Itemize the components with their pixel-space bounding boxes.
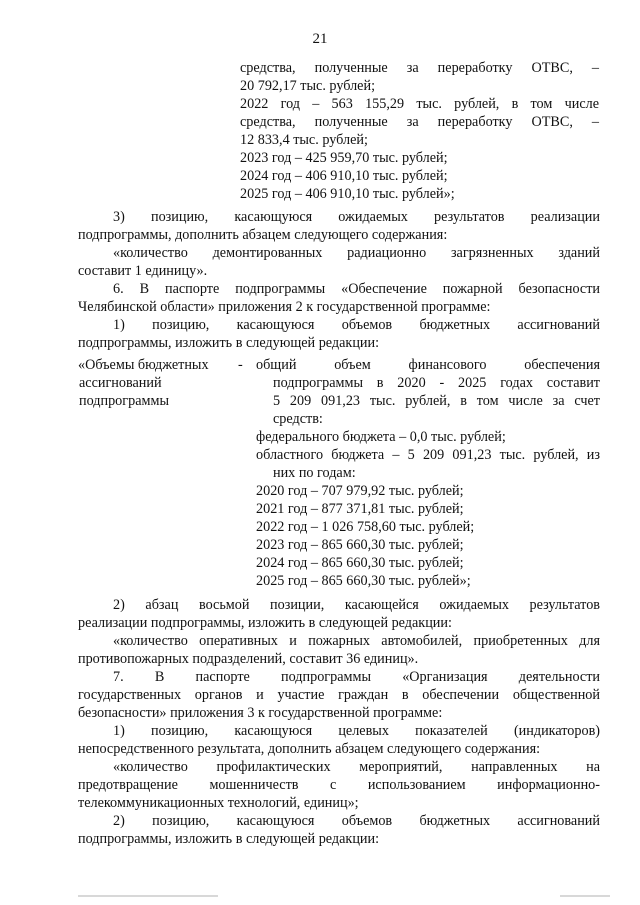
paragraph-line: подпрограммы, изложить в следующей редакции:: [78, 335, 380, 351]
table-value-line: 2024 год – 865 660,30 тыс. рублей;: [256, 555, 464, 571]
paragraph-line: 6. В паспорте подпрограммы «Обеспечение пожарной безопасности: [113, 281, 600, 297]
table-value-line: 2023 год – 865 660,30 тыс. рублей;: [256, 537, 464, 553]
scan-artifact: [560, 895, 610, 897]
table-value-line: 2022 год – 1 026 758,60 тыс. рублей;: [256, 519, 475, 535]
table-value-line: федерального бюджета – 0,0 тыс. рублей;: [256, 429, 506, 445]
paragraph-line: 3) позицию, касающуюся ожидаемых результатов реализации: [113, 209, 600, 225]
paragraph-line: «количество демонтированных радиационно загрязненных зданий: [113, 245, 600, 261]
paragraph-line: реализации подпрограммы, изложить в следующей редакции:: [78, 615, 452, 631]
paragraph-line: предотвращение мошенничеств с использованием информационно-: [78, 777, 600, 793]
table-dash: -: [238, 357, 243, 373]
fragment-line: 2025 год – 406 910,10 тыс. рублей»;: [240, 186, 455, 202]
paragraph-line: 1) позицию, касающуюся целевых показателей (индикаторов): [113, 723, 600, 739]
fragment-line: 20 792,17 тыс. рублей;: [240, 78, 376, 94]
paragraph-line: составит 1 единицу».: [78, 263, 208, 279]
paragraph-line: «количество оперативных и пожарных автомобилей, приобретенных для: [113, 633, 600, 649]
page-number: 21: [312, 31, 328, 47]
paragraph-line: государственных органов и участие граждан в обеспечении общественной: [78, 687, 600, 703]
paragraph-line: противопожарных подразделений, составит 36 единиц».: [78, 651, 419, 667]
paragraph-line: 1) позицию, касающуюся объемов бюджетных ассигнований: [113, 317, 600, 333]
table-label-line: подпрограммы: [79, 393, 169, 409]
fragment-line: 12 833,4 тыс. рублей;: [240, 132, 368, 148]
paragraph-line: телекоммуникационных технологий, единиц»;: [78, 795, 359, 811]
paragraph-line: «количество профилактических мероприятий, направленных на: [113, 759, 600, 775]
table-value-line: 2025 год – 865 660,30 тыс. рублей»;: [256, 573, 471, 589]
paragraph-line: подпрограммы, изложить в следующей редакции:: [78, 831, 380, 847]
table-label-line: ассигнований: [79, 375, 162, 391]
paragraph-line: 2) абзац восьмой позиции, касающейся ожидаемых результатов: [113, 597, 600, 613]
fragment-line: средства, полученные за переработку ОТВС, –: [240, 60, 599, 76]
paragraph-line: безопасности» приложения 3 к государственной программе:: [78, 705, 443, 721]
fragment-line: 2023 год – 425 959,70 тыс. рублей;: [240, 150, 448, 166]
fragment-line: 2024 год – 406 910,10 тыс. рублей;: [240, 168, 448, 184]
table-value-line: областного бюджета – 5 209 091,23 тыс. рублей, из: [256, 447, 600, 463]
table-value-line: 2020 год – 707 979,92 тыс. рублей;: [256, 483, 464, 499]
table-value-line: подпрограммы в 2020 - 2025 годах составит: [273, 375, 600, 391]
table-value-line: общий объем финансового обеспечения: [256, 357, 600, 373]
fragment-line: 2022 год – 563 155,29 тыс. рублей, в том числе: [240, 96, 599, 112]
fragment-line: средства, полученные за переработку ОТВС, –: [240, 114, 599, 130]
scan-artifact: [78, 895, 218, 897]
table-value-line: 5 209 091,23 тыс. рублей, в том числе за счет: [273, 393, 600, 409]
table-value-line: средств:: [273, 411, 323, 427]
table-value-line: 2021 год – 877 371,81 тыс. рублей;: [256, 501, 464, 517]
table-label-line: «Объемы бюджетных: [78, 357, 209, 373]
paragraph-line: непосредственного результата, дополнить абзацем следующего содержания:: [78, 741, 541, 757]
paragraph-line: 2) позицию, касающуюся объемов бюджетных ассигнований: [113, 813, 600, 829]
paragraph-line: 7. В паспорте подпрограммы «Организация деятельности: [113, 669, 600, 685]
table-value-line: них по годам:: [273, 465, 356, 481]
paragraph-line: подпрограммы, дополнить абзацем следующего содержания:: [78, 227, 448, 243]
paragraph-line: Челябинской области» приложения 2 к государственной программе:: [78, 299, 491, 315]
